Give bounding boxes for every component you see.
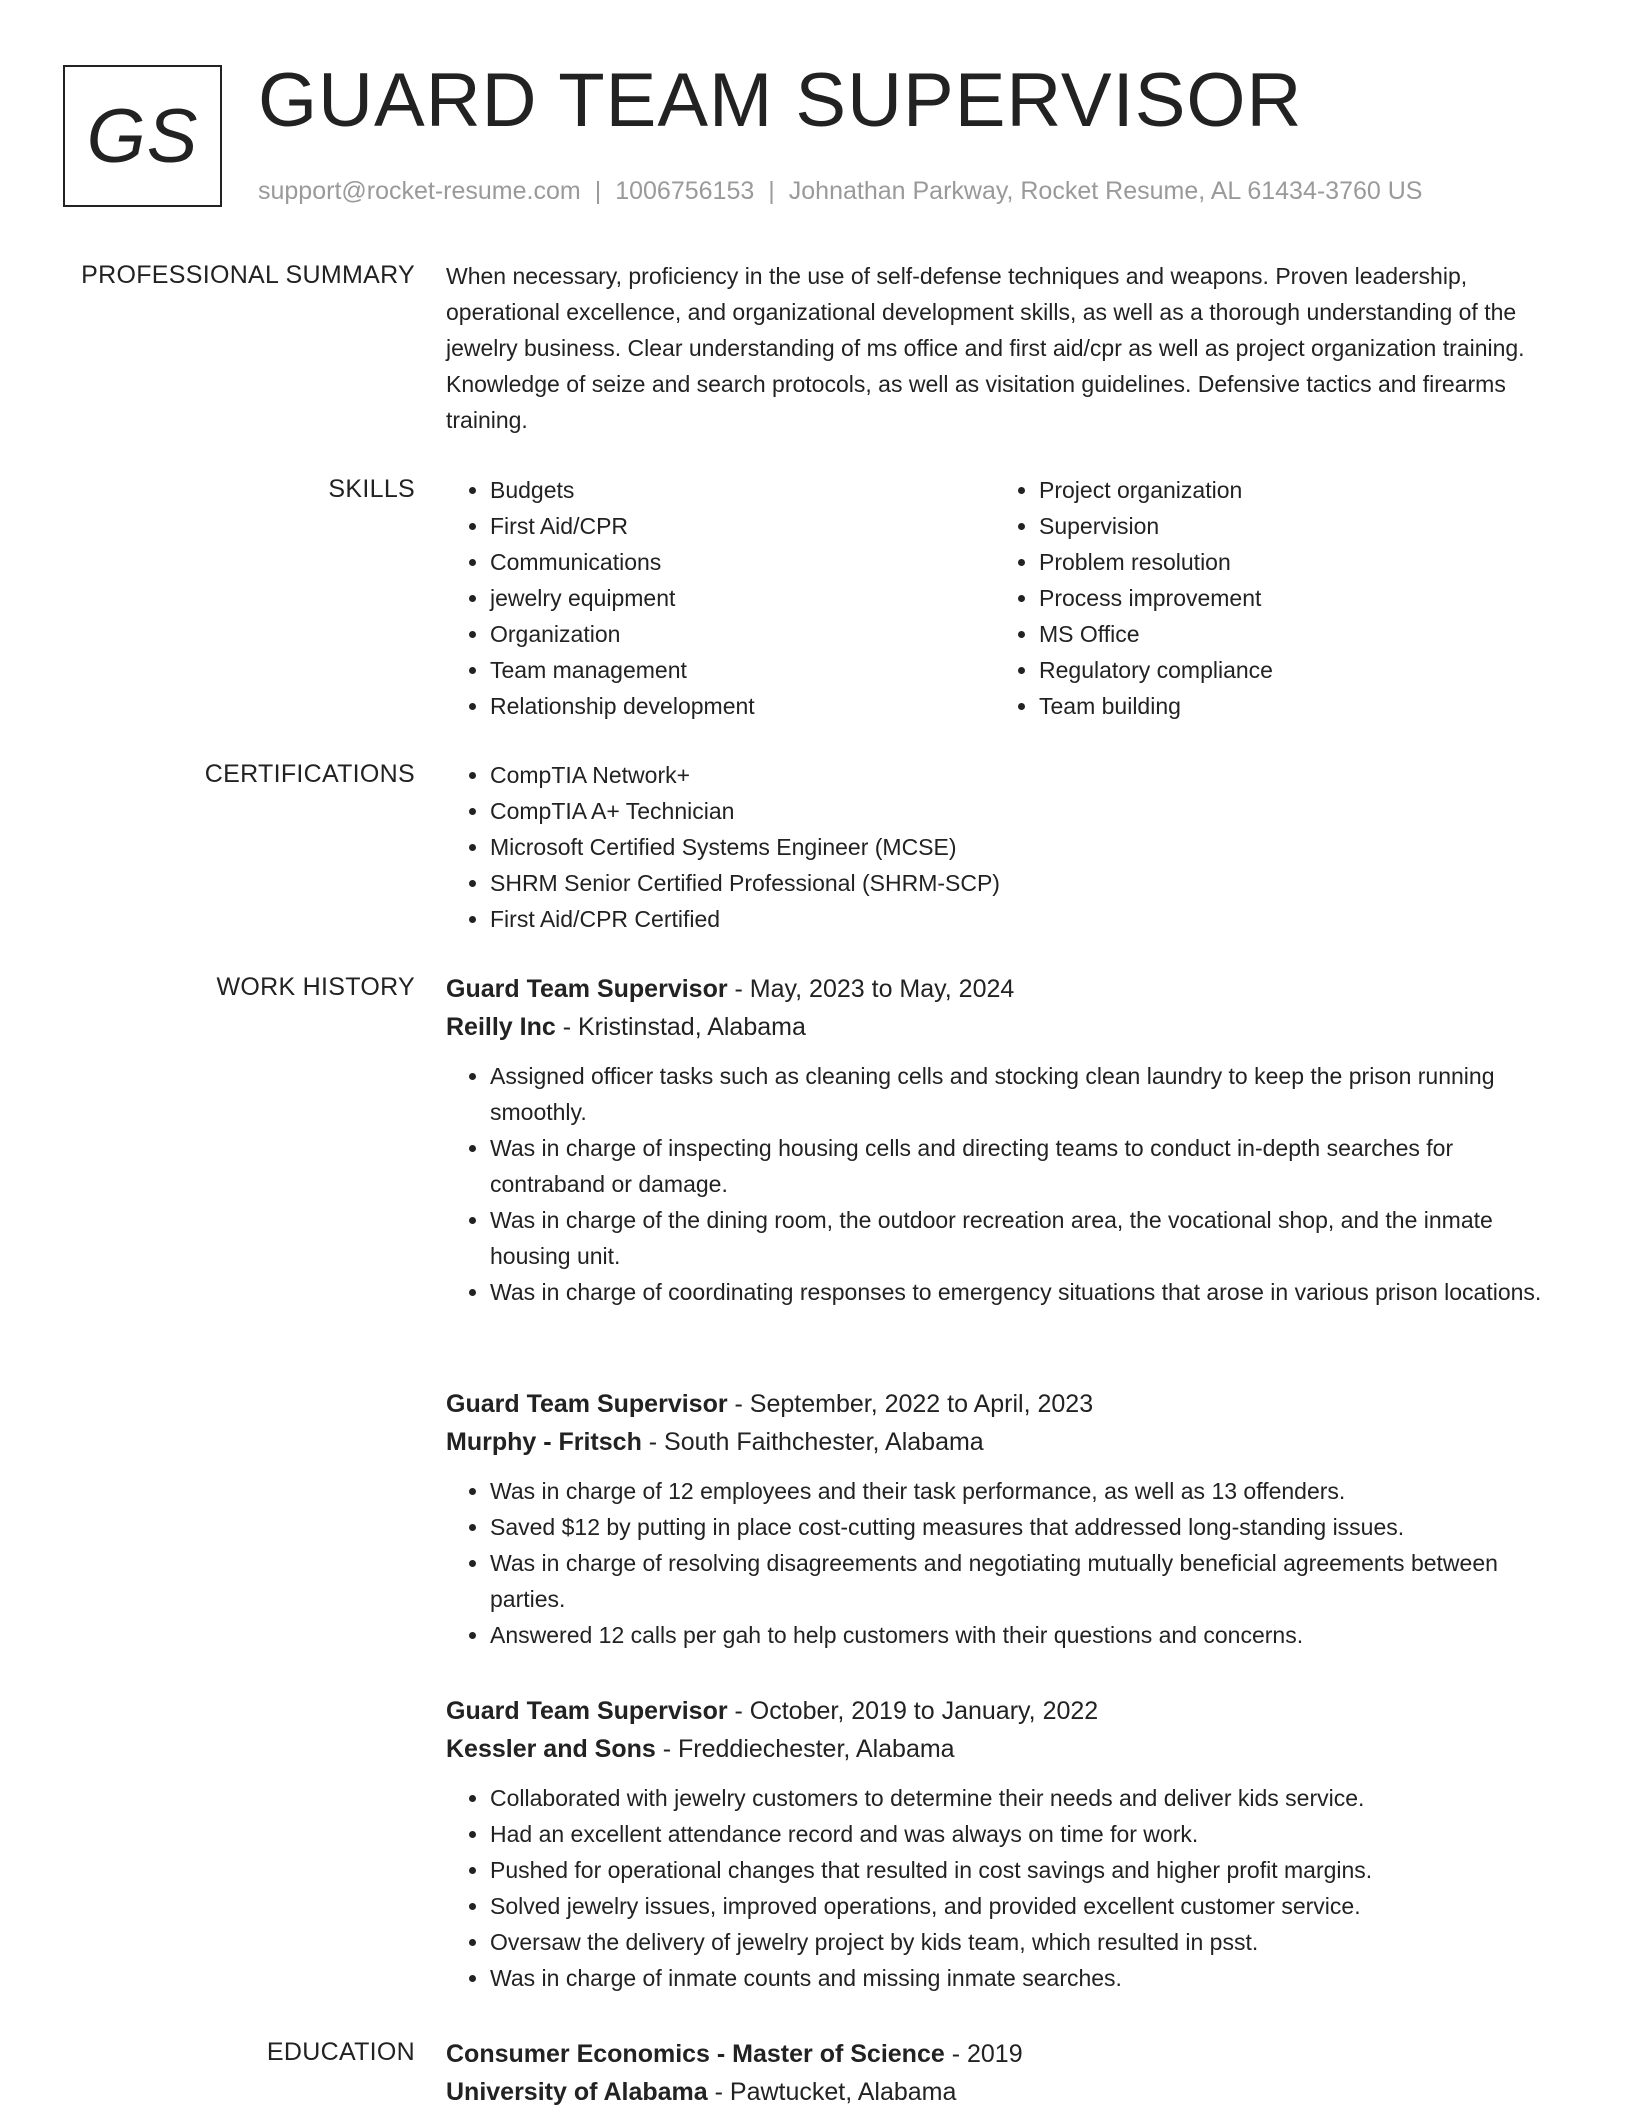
job-bullets [446, 1058, 1562, 1310]
section-label-work: WORK HISTORY [216, 973, 415, 1001]
skill-item: • Process improvement [1039, 580, 1544, 616]
work-content [446, 1385, 1562, 1653]
job-bullet: • Was in charge of resolving disagreements and negotiating mutually beneficial agreements between parties. [490, 1545, 1562, 1617]
job-location: - Kristinstad, Alabama [555, 1013, 806, 1041]
section-label-skills: SKILLS [328, 475, 415, 503]
job-company-line [446, 1423, 1562, 1461]
skill-item: • First Aid/CPR [490, 508, 995, 544]
education-content [446, 2035, 1562, 2111]
certification-item: • First Aid/CPR Certified [490, 901, 1562, 937]
contact-line [258, 176, 1422, 206]
job-title-line [446, 1385, 1562, 1423]
job-entry [446, 1692, 1562, 1996]
education-degree-line [446, 2035, 1562, 2073]
job-bullets [446, 1473, 1562, 1653]
contact-separator: | [768, 177, 775, 205]
skill-item: • Budgets [490, 472, 995, 508]
skill-item: • Regulatory compliance [1039, 652, 1544, 688]
skill-item: • MS Office [1039, 616, 1544, 652]
job-company: Kessler and Sons [446, 1735, 656, 1763]
job-title-line [446, 970, 1562, 1008]
section-label-summary: PROFESSIONAL SUMMARY [81, 261, 415, 289]
job-bullet: • Oversaw the delivery of jewelry project by kids team, which resulted in psst. [490, 1924, 1562, 1960]
contact-email[interactable]: support@rocket-resume.com [258, 177, 581, 205]
job-title-line [446, 1692, 1562, 1730]
skill-item: • Problem resolution [1039, 544, 1544, 580]
education-degree: Consumer Economics - Master of Science [446, 2040, 945, 2068]
job-company: Reilly Inc [446, 1013, 556, 1041]
job-bullet: • Was in charge of coordinating responses to emergency situations that arose in various prison locations. [490, 1274, 1562, 1310]
skill-item: • Project organization [1039, 472, 1544, 508]
certification-item: • CompTIA A+ Technician [490, 793, 1562, 829]
summary-text: When necessary, proficiency in the use of self-defense techniques and weapons. Proven leadership, operational excellence, and organizational development skills, as well as a thorough understanding of the jewelry business. Clear understanding of ms office and first aid/cpr as well as project organization training. Knowledge of seize and search protocols, as well as visitation guidelines. Defensive tactics and firearms training. [446, 263, 1525, 433]
skill-item: • Team management [490, 652, 995, 688]
skill-item: • Relationship development [490, 688, 995, 724]
resume-title: GUARD TEAM SUPERVISOR [258, 58, 1303, 143]
job-entry [446, 1385, 1562, 1653]
section-label-certifications: CERTIFICATIONS [204, 760, 415, 788]
contact-separator: | [594, 177, 602, 205]
job-company-line [446, 1730, 1562, 1768]
education-location: - Pawtucket, Alabama [707, 2078, 957, 2106]
job-entry [446, 970, 1562, 1310]
job-bullet: • Was in charge of the dining room, the outdoor recreation area, the vocational shop, and the inmate housing unit. [490, 1202, 1562, 1274]
job-bullet: • Was in charge of inspecting housing cells and directing teams to conduct in-depth searches for contraband or damage. [490, 1130, 1562, 1202]
skills-list-left [446, 472, 995, 724]
job-company: Murphy - Fritsch [446, 1428, 642, 1456]
job-bullet: • Pushed for operational changes that resulted in cost savings and higher profit margins. [490, 1852, 1562, 1888]
work-content [446, 970, 1562, 1310]
job-location: - South Faithchester, Alabama [641, 1428, 984, 1456]
certification-item: • CompTIA Network+ [490, 757, 1562, 793]
job-company-line [446, 1008, 1562, 1046]
job-bullet: • Solved jewelry issues, improved operations, and provided excellent customer service. [490, 1888, 1562, 1924]
job-bullet: • Was in charge of 12 employees and their task performance, as well as 13 offenders. [490, 1473, 1562, 1509]
job-title: Guard Team Supervisor [446, 1390, 728, 1418]
certifications-list [446, 757, 1562, 937]
work-content [446, 1692, 1562, 1996]
contact-phone[interactable]: 1006756153 [615, 177, 755, 205]
job-location: - Freddiechester, Alabama [655, 1735, 955, 1763]
job-dates: - October, 2019 to January, 2022 [727, 1697, 1099, 1725]
job-title: Guard Team Supervisor [446, 975, 728, 1003]
monogram-logo: GS [63, 65, 222, 207]
job-bullet: • Was in charge of inmate counts and missing inmate searches. [490, 1960, 1562, 1996]
job-bullet: • Assigned officer tasks such as cleaning cells and stocking clean laundry to keep the prison running smoothly. [490, 1058, 1562, 1130]
section-label-education: EDUCATION [266, 2038, 415, 2066]
education-school: University of Alabama [446, 2078, 708, 2106]
contact-address: Johnathan Parkway, Rocket Resume, AL 61434-3760 US [788, 177, 1423, 205]
skill-item: • Supervision [1039, 508, 1544, 544]
job-title: Guard Team Supervisor [446, 1697, 728, 1725]
certifications-content [446, 757, 1562, 937]
certification-item: • Microsoft Certified Systems Engineer (MCSE) [490, 829, 1562, 865]
job-dates: - May, 2023 to May, 2024 [727, 975, 1015, 1003]
job-bullet: • Answered 12 calls per gah to help customers with their questions and concerns. [490, 1617, 1562, 1653]
education-year: - 2019 [944, 2040, 1023, 2068]
certification-item: • SHRM Senior Certified Professional (SHRM-SCP) [490, 865, 1562, 901]
skill-item: • Team building [1039, 688, 1544, 724]
skills-list-right [995, 472, 1544, 724]
job-bullet: • Collaborated with jewelry customers to determine their needs and deliver kids service. [490, 1780, 1562, 1816]
skill-item: • jewelry equipment [490, 580, 995, 616]
summary-content [446, 258, 1562, 438]
skill-item: • Communications [490, 544, 995, 580]
job-bullet: • Had an excellent attendance record and was always on time for work. [490, 1816, 1562, 1852]
job-bullet: • Saved $12 by putting in place cost-cutting measures that addressed long-standing issues. [490, 1509, 1562, 1545]
skill-item: • Organization [490, 616, 995, 652]
education-school-line [446, 2073, 1562, 2111]
job-bullets [446, 1780, 1562, 1996]
skills-grid [446, 472, 1562, 724]
job-dates: - September, 2022 to April, 2023 [727, 1390, 1094, 1418]
